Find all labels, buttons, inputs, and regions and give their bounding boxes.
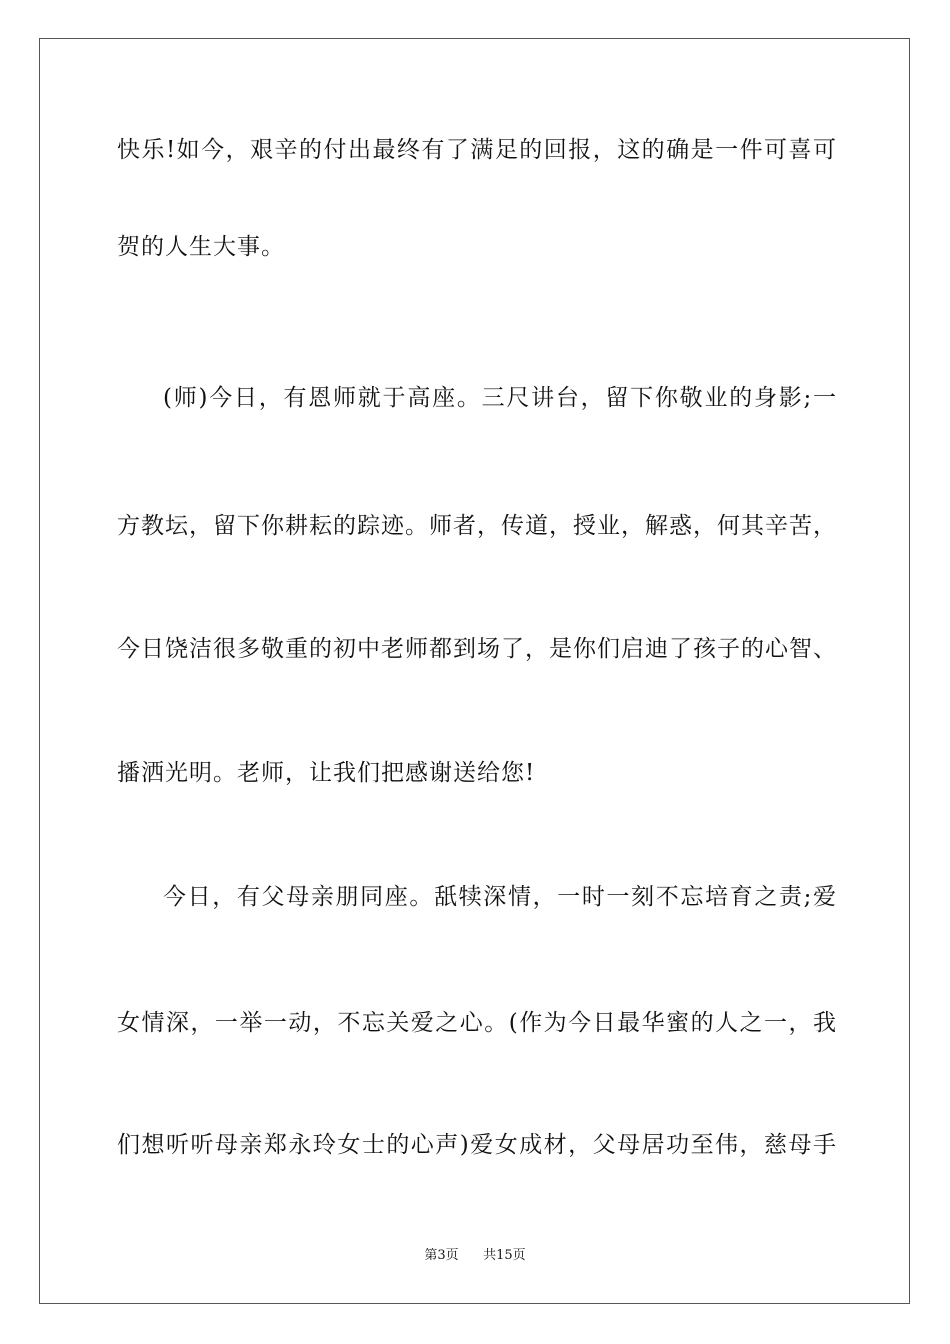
page-number: 第3页 [424,1248,459,1263]
paragraph-line: 今日饶洁很多敬重的初中老师都到场了，是你们启迪了孩子的心智、 [117,636,837,662]
paragraph-line: 方教坛，留下你耕耘的踪迹。师者，传道，授业，解惑，何其辛苦， [117,513,837,539]
page-footer [0,1247,950,1265]
page-total: 共15页 [483,1248,526,1263]
paragraph-line: 播洒光明。老师，让我们把感谢送给您! [117,760,536,786]
paragraph-line: 们想听听母亲郑永玲女士的心声)爱女成材，父母居功至伟，慈母手 [117,1132,837,1158]
paragraph-line: (师)今日，有恩师就于高座。三尺讲台，留下你敬业的身影;一 [163,385,837,411]
paragraph-line: 今日，有父母亲朋同座。舐犊深情，一时一刻不忘培育之责;爱 [163,884,837,910]
paragraph-line: 女情深，一举一动，不忘关爱之心。(作为今日最华蜜的人之一，我 [117,1010,837,1036]
paragraph-line: 快乐!如今，艰辛的付出最终有了满足的回报，这的确是一件可喜可 [117,137,837,163]
page-border [39,38,910,1304]
paragraph-line: 贺的人生大事。 [117,234,285,260]
